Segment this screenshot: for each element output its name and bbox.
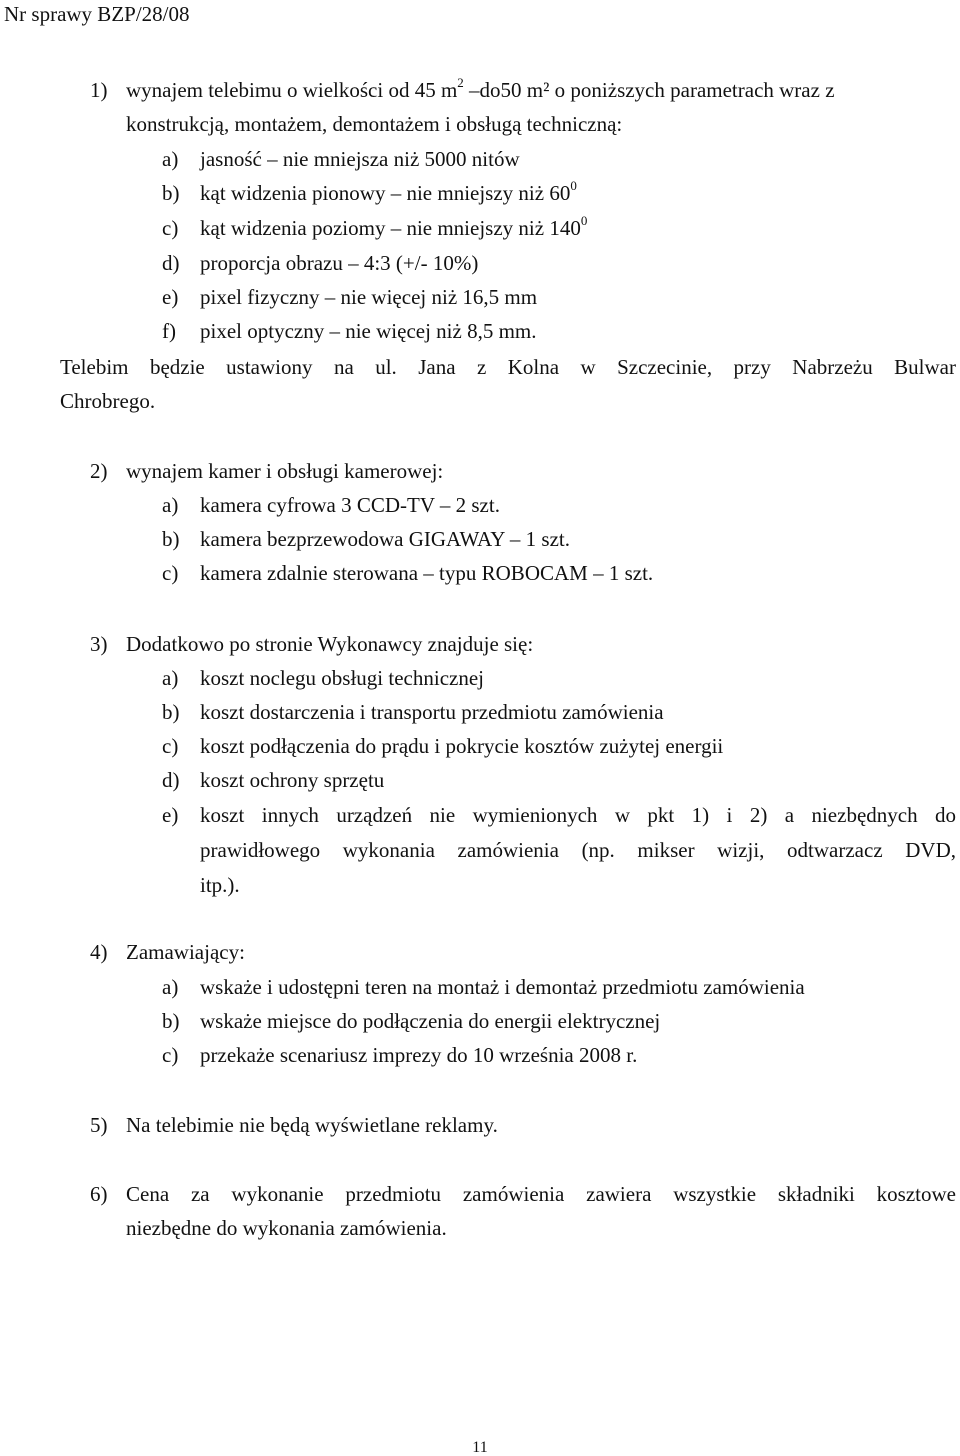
section-1-item-a-label: a) — [162, 147, 179, 171]
section-1-item-d-text: proporcja obrazu – 4:3 (+/- 10%) — [200, 251, 479, 275]
section-3-item-b-label: b) — [162, 700, 180, 724]
section-5-text: Na telebimie nie będą wyświetlane reklamy. — [126, 1113, 498, 1137]
section-6-number: 6) — [90, 1182, 108, 1206]
section-1-item-b-label: b) — [162, 181, 180, 205]
section-4-item-b-label: b) — [162, 1009, 180, 1033]
section-3-item-a-text: koszt noclegu obsługi technicznej — [200, 666, 485, 690]
section-1-item-c-text: kąt widzenia poziomy – nie mniejszy niż $140^0$ — [200, 213, 588, 240]
section-1-item-d-label: d) — [162, 251, 180, 275]
section-3-item-e-label: e) — [162, 803, 179, 827]
section-3-item-d-text: koszt ochrony sprzętu — [200, 768, 385, 792]
location-line-2: Chrobrego. — [60, 389, 156, 413]
section-4-number: 4) — [90, 940, 108, 964]
section-2-item-c-label: c) — [162, 561, 179, 585]
section-4-item-c-text: przekaże scenariusz imprezy do 10 września 2008 r. — [200, 1043, 638, 1067]
section-2-number: 2) — [90, 459, 108, 483]
section-3-item-c-text: koszt podłączenia do prądu i pokrycie kosztów zużytej energii — [200, 734, 724, 758]
section-1-item-b-text: kąt widzenia pionowy – nie mniejszy niż $60^0$ — [200, 178, 577, 205]
section-3-item-e-line-2: prawidłowego wykonania zamówienia (np. mikser wizji, odtwarzacz DVD, — [200, 838, 956, 862]
section-3-item-c-label: c) — [162, 734, 179, 758]
section-3-item-e-line-1: koszt innych urządzeń nie wymienionych w pkt 1) i 2) a niezbędnych do — [200, 803, 956, 827]
section-2-title: wynajem kamer i obsługi kamerowej: — [126, 459, 444, 483]
section-1-item-c-label: c) — [162, 216, 179, 240]
section-2-item-a-label: a) — [162, 493, 179, 517]
section-1-line-1-b: –do50 m² o poniższych parametrach wraz z — [463, 78, 835, 102]
section-3-number: 3) — [90, 632, 108, 656]
section-1-item-a-text: jasność – nie mniejsza niż 5000 nitów — [200, 147, 520, 171]
section-1-line-1-a: wynajem telebimu o wielkości od 45 m — [126, 78, 458, 102]
section-1-item-f-label: f) — [162, 319, 176, 343]
section-4-item-a-text: wskaże i udostępni teren na montaż i demontaż przedmiotu zamówienia — [200, 975, 805, 999]
section-2-item-b-text: kamera bezprzewodowa GIGAWAY – 1 szt. — [200, 527, 570, 551]
section-3-item-a-label: a) — [162, 666, 179, 690]
section-1-item-e-text: pixel fizyczny – nie więcej niż 16,5 mm — [200, 285, 538, 309]
section-2-item-c-text: kamera zdalnie sterowana – typu ROBOCAM – 1 szt. — [200, 561, 654, 585]
section-2-item-a-text: kamera cyfrowa 3 CCD-TV – 2 szt. — [200, 493, 500, 517]
section-1-item-f-text: pixel optyczny – nie więcej niż 8,5 mm. — [200, 319, 537, 343]
section-2-item-b-label: b) — [162, 527, 180, 551]
section-3-item-e-line-3: itp.). — [200, 873, 240, 897]
section-1-number: 1) — [90, 78, 108, 102]
page-number: 11 — [472, 1439, 488, 1456]
section-5-number: 5) — [90, 1113, 108, 1137]
section-4-title: Zamawiający: — [126, 940, 245, 964]
section-1-line-1-sup: 2 — [457, 75, 464, 90]
section-1-item-e-label: e) — [162, 285, 179, 309]
location-line-1: Telebim będzie ustawiony na ul. Jana z Kolna w Szczecinie, przy Nabrzeżu Bulwar — [60, 355, 956, 379]
section-4-item-b-text: wskaże miejsce do podłączenia do energii elektrycznej — [200, 1009, 661, 1033]
section-3-title: Dodatkowo po stronie Wykonawcy znajduje się: — [126, 632, 534, 656]
section-6-line-2: niezbędne do wykonania zamówienia. — [126, 1216, 447, 1240]
section-1-line-2: konstrukcją, montażem, demontażem i obsługą techniczną: — [126, 112, 623, 136]
section-4-item-c-label: c) — [162, 1043, 179, 1067]
section-1-line-1 — [126, 75, 956, 102]
section-3-item-d-label: d) — [162, 768, 180, 792]
section-4-item-a-label: a) — [162, 975, 179, 999]
section-6-line-1: Cena za wykonanie przedmiotu zamówienia zawiera wszystkie składniki kosztowe — [126, 1182, 956, 1206]
case-number-header: Nr sprawy BZP/28/08 — [4, 2, 190, 26]
section-3-item-b-text: koszt dostarczenia i transportu przedmiotu zamówienia — [200, 700, 664, 724]
